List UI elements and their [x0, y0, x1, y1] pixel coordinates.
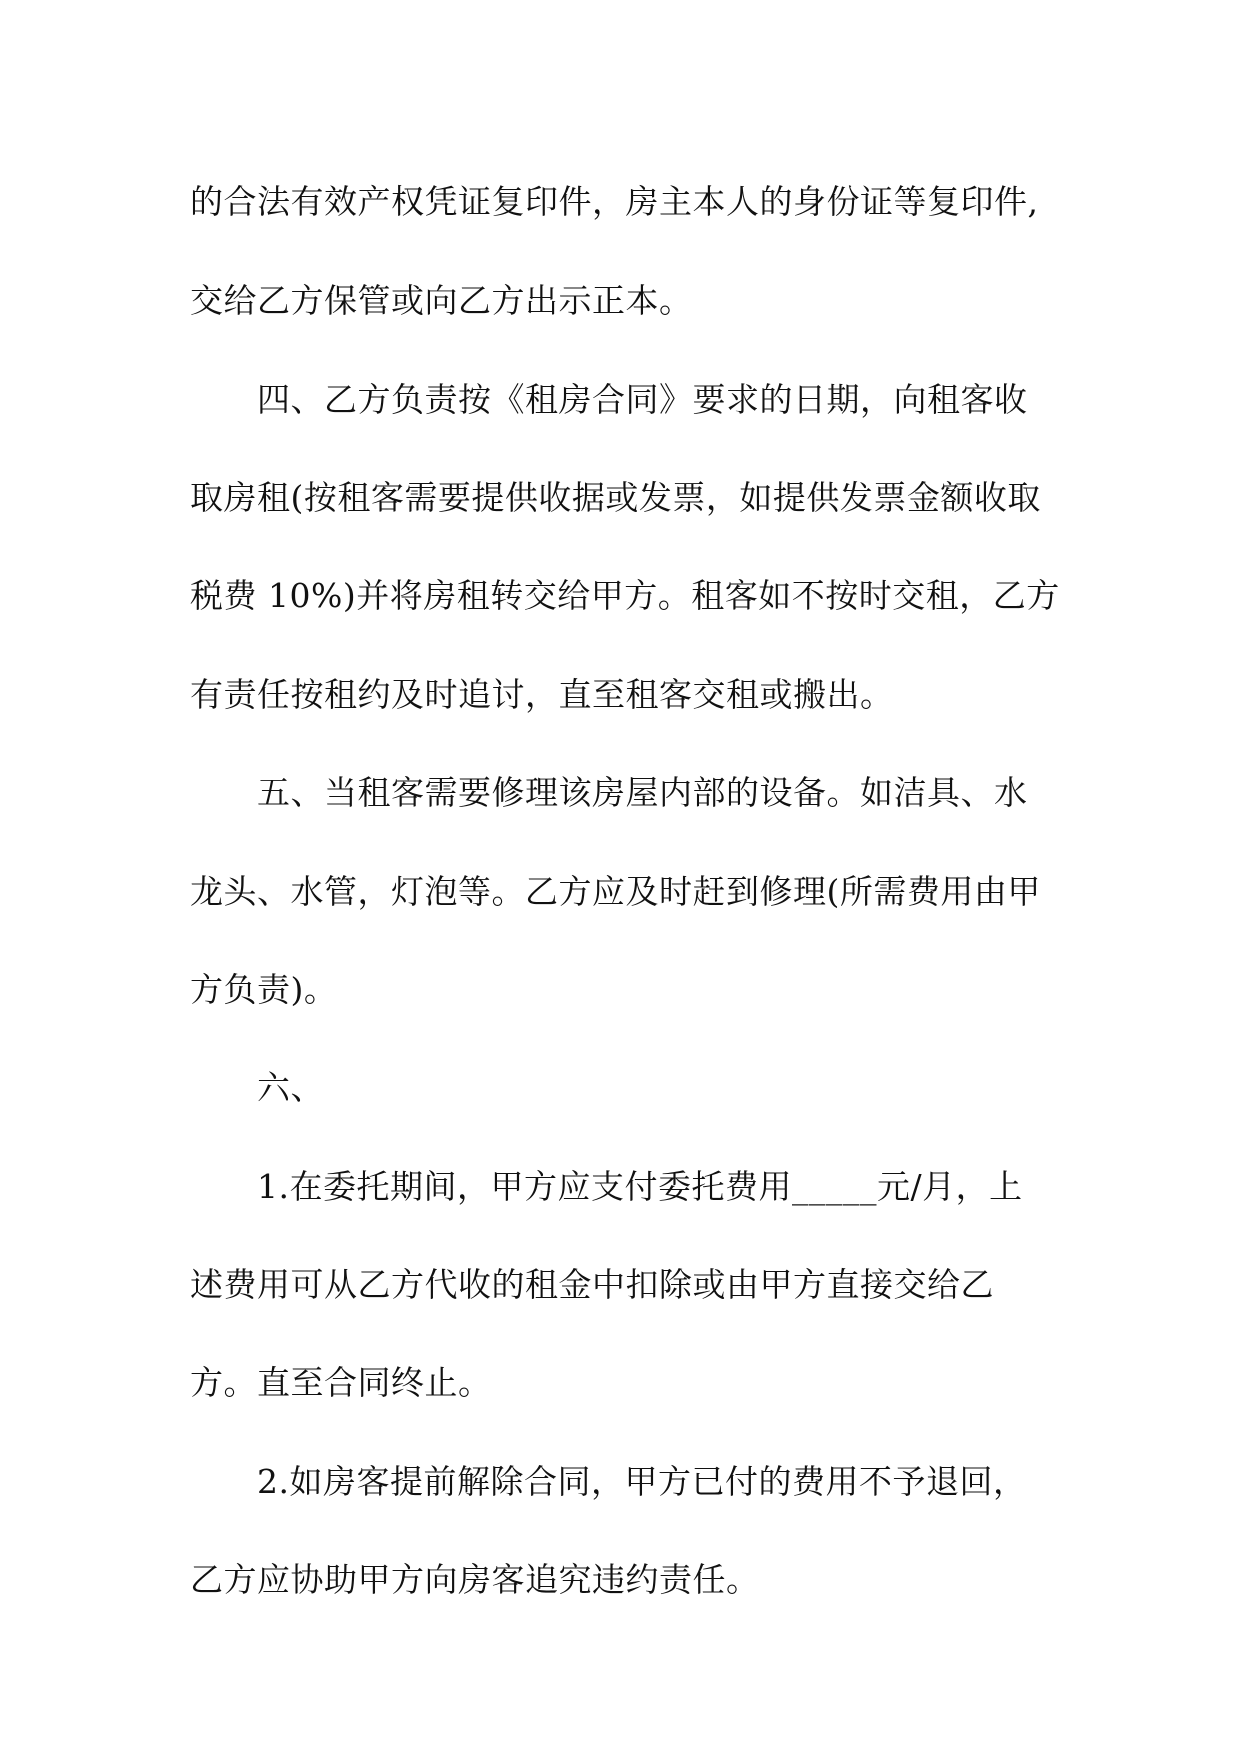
text-line: 取房租(按租客需要提供收据或发票，如提供发票金额收取: [190, 478, 1041, 517]
text-line: 的合法有效产权凭证复印件，房主本人的身份证等复印件,: [190, 182, 1039, 221]
clause-six-two-start: 2.如房客提前解除合同，甲方已付的费用不予退回，: [257, 1462, 1027, 1501]
clause-six-one-start: 1.在委托期间，甲方应支付委托费用_____元/月，上: [257, 1167, 1023, 1206]
text-line: 交给乙方保管或向乙方出示正本。: [190, 281, 693, 320]
text-line: 龙头、水管，灯泡等。乙方应及时赶到修理(所需费用由甲: [190, 872, 1041, 911]
text-line: 方。直至合同终止。: [190, 1363, 492, 1402]
text-line: 方负责)。: [190, 970, 338, 1009]
text-line: 有责任按租约及时追讨，直至租客交租或搬出。: [190, 675, 894, 714]
paragraph-four-start: 四、乙方负责按《租房合同》要求的日期，向租客收: [257, 380, 1028, 419]
paragraph-five-start: 五、当租客需要修理该房屋内部的设备。如洁具、水: [257, 773, 1028, 812]
section-six-heading: 六、: [257, 1068, 324, 1107]
text-line: 乙方应协助甲方向房客追究违约责任。: [190, 1560, 760, 1599]
text-line: 税费 10%)并将房租转交给甲方。租客如不按时交租，乙方: [190, 576, 1060, 615]
text-line: 述费用可从乙方代收的租金中扣除或由甲方直接交给乙: [190, 1265, 994, 1304]
